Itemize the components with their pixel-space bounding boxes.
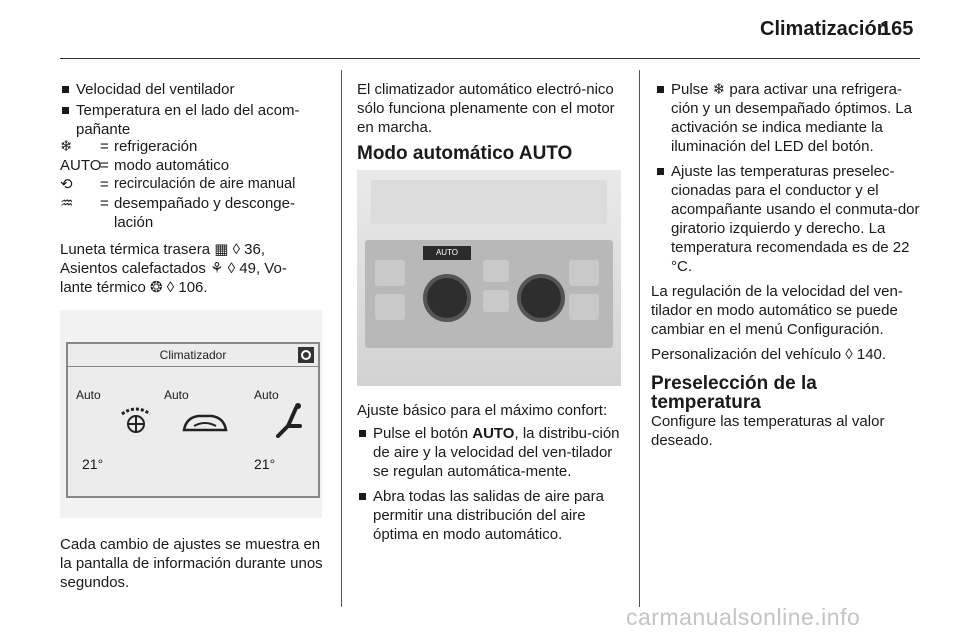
bullet-passenger-temp: Temperatura en el lado del acom- pañante	[60, 101, 330, 139]
seat-airflow-icon	[274, 402, 304, 438]
bullet-temperatures: Ajuste las temperaturas preselec-cionadas para el conductor y el acompañante usando el conmuta-dor giratorio izquierdo y derecho. La temperatura recomendada es de 22 °C.	[655, 162, 923, 276]
references-paragraph: Luneta térmica trasera ▦ ◊ 36, Asientos calefactados ⚘ ◊ 49, Vo- lante térmico ❂ ◊ 106.	[60, 241, 287, 296]
left-temperature-knob	[423, 274, 471, 322]
bullet-auto-button: Pulse el botón AUTO, la distribu-ción de aire y la velocidad del ven-tilador se regulan automática-mente.	[357, 424, 622, 481]
settings-icon	[298, 347, 314, 363]
auto-label: AUTO	[60, 157, 102, 174]
symbol-row-defrost: ♒ = desempañado y desconge- lación	[60, 194, 330, 232]
auto-label-1: Auto	[76, 388, 101, 402]
symbol-desc: modo automático	[114, 157, 230, 174]
temperature-right: 21°	[254, 456, 276, 472]
recirculation-icon	[180, 410, 230, 436]
display-title: Climatizador	[159, 348, 227, 362]
section-heading-auto: Modo automático AUTO	[357, 143, 573, 164]
fan-icon	[118, 404, 154, 438]
intro-paragraph: El climatizador automático electró-nico sólo funciona plenamente con el motor en marcha.	[357, 81, 615, 136]
defrost-icon: ♒	[60, 195, 74, 212]
symbol-desc: recirculación de aire manual	[114, 176, 296, 192]
middle-bullets	[357, 424, 622, 544]
watermark: carmanualsonline.info	[626, 604, 861, 630]
recirculation-icon: ⟲	[60, 176, 73, 193]
display-caption: Cada cambio de ajustes se muestra en la pantalla de información durante unos segundos.	[60, 536, 323, 591]
basic-setting-text: Ajuste básico para el máximo confort:	[357, 402, 608, 419]
symbol-desc: refrigeración	[114, 138, 198, 155]
auto-label-2: Auto	[164, 388, 189, 402]
section-heading-preselection: Preselección de la temperatura	[651, 373, 817, 413]
column-divider-1	[341, 70, 342, 607]
page-number: 165	[880, 18, 914, 40]
left-bullets	[60, 80, 330, 139]
right-temperature-knob	[517, 274, 565, 322]
fan-speed-paragraph: La regulación de la velocidad del ven-tilador en modo automático se puede cambiar en el menú Configuración.	[651, 283, 903, 338]
symbol-desc: desempañado y desconge- lación	[114, 195, 295, 231]
right-content	[651, 80, 923, 450]
symbol-row-cooling: ❄ = refrigeración	[60, 137, 330, 156]
preselection-paragraph: Configure las temperaturas al valor deseado.	[651, 413, 885, 449]
temperature-left: 21°	[82, 456, 104, 472]
header-divider	[60, 58, 920, 59]
climate-control-panel-photo	[357, 170, 621, 386]
climate-display-illustration	[60, 310, 322, 518]
auto-button: AUTO	[423, 246, 471, 260]
vehicle-personalization-ref: Personalización del vehículo ◊ 140.	[651, 346, 887, 363]
bullet-fan-speed: Velocidad del ventilador	[60, 80, 330, 99]
symbol-legend	[60, 137, 330, 232]
column-divider-2	[639, 70, 640, 607]
bullet-air-outlets: Abra todas las salidas de aire para permitir una distribución del aire óptima en modo automático.	[357, 487, 622, 544]
page-header-title: Climatización	[760, 18, 889, 40]
snowflake-icon: ❄	[60, 138, 73, 155]
symbol-row-auto: AUTO = modo automático	[60, 156, 330, 175]
auto-label-3: Auto	[254, 388, 279, 402]
display-frame	[66, 342, 320, 498]
bullet-cooling: Pulse ❄ para activar una refrigera-ción y un desempañado óptimos. La activación se indica mediante la iluminación del LED del botón.	[655, 80, 923, 156]
symbol-row-recirculation: ⟲ = recirculación de aire manual	[60, 175, 330, 194]
